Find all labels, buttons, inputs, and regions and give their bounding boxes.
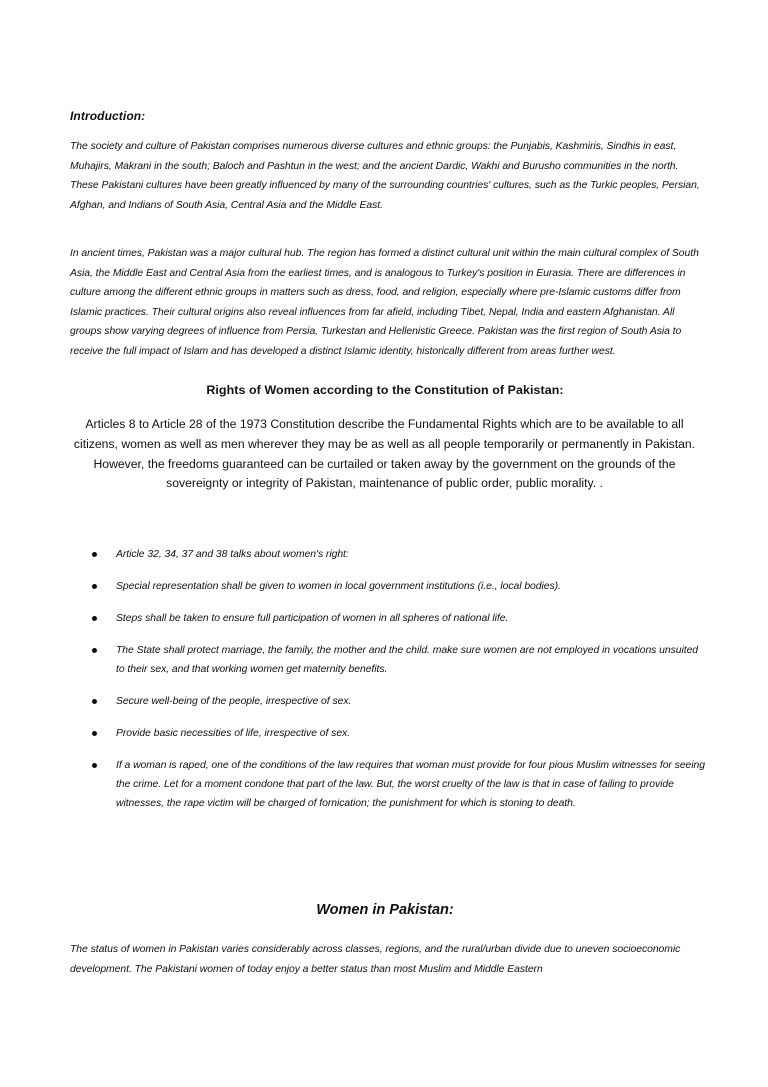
list-item-text: Steps shall be taken to ensure full participation of women in all spheres of national life. (116, 613, 509, 624)
bullet-icon (92, 584, 97, 589)
bullet-icon (92, 699, 97, 704)
list-item (88, 641, 708, 679)
list-item-text: Secure well-being of the people, irrespective of sex. (116, 696, 352, 707)
bullet-icon (92, 731, 97, 736)
list-item (88, 756, 708, 813)
list-item-text: Provide basic necessities of life, irrespective of sex. (116, 728, 351, 739)
bullet-icon (92, 552, 97, 557)
bullet-icon (92, 648, 97, 653)
bullet-icon (92, 616, 97, 621)
list-item-text: The State shall protect marriage, the family, the mother and the child. make sure women are not employed in vocations unsuited to their sex, and that working women get maternity benefits. (116, 645, 699, 675)
women-in-pakistan-heading: Women in Pakistan: (316, 902, 454, 918)
list-item (88, 609, 708, 628)
women-in-pakistan-paragraph: The status of women in Pakistan varies considerably across classes, regions, and the rural/urban divide due to uneven socioeconomic development. The Pakistani women of today enjoy a better status than most Muslim and Middle Eastern (70, 944, 681, 975)
list-item (88, 724, 708, 743)
list-item (88, 692, 708, 711)
introduction-heading: Introduction: (70, 109, 146, 123)
introduction-paragraph-1: The society and culture of Pakistan comprises numerous diverse cultures and ethnic groups: the Punjabis, Kashmiris, Sindhis in east, Muhajirs, Makrani in the south; Baloch and Pashtun in the west; and the ancient Dardic, Wakhi and Burusho communities in the north. These Pakistani cultures have been greatly influenced by many of the surrounding countries' cultures, such as the Turkic peoples, Persian, Afghan, and Indians of South Asia, Central Asia and the Middle East. (70, 141, 700, 211)
bullet-icon (92, 763, 97, 768)
rights-bullet-list (88, 545, 708, 826)
introduction-paragraph-2: In ancient times, Pakistan was a major cultural hub. The region has formed a distinct cultural unit within the main cultural complex of South Asia, the Middle East and Central Asia from the earliest times, and is analogous to Turkey's position in Eurasia. There are differences in culture among the different ethnic groups in matters such as dress, food, and religion, especially where pre-Islamic customs differ from Islamic practices. Their cultural origins also reveal influences from far afield, including Tibet, Nepal, India and eastern Afghanistan. All groups show varying degrees of influence from Persia, Turkestan and Hellenistic Greece. Pakistan was the first region of South Asia to receive the full impact of Islam and has developed a distinct Islamic identity, historically different from areas further west. (70, 248, 699, 357)
list-item-text: Special representation shall be given to women in local government institutions (i.e., local bodies). (116, 581, 561, 592)
list-item (88, 577, 708, 596)
constitution-paragraph: Articles 8 to Article 28 of the 1973 Constitution describe the Fundamental Rights which are to be available to all citizens, women as well as men wherever they may be as well as all people temporarily or permanently in Pakistan. However, the freedoms guaranteed can be curtailed or taken away by the government on the grounds of the sovereignty or integrity of Pakistan, maintenance of public order, public morality. . (73, 417, 696, 491)
list-item-text: Article 32, 34, 37 and 38 talks about women's right: (116, 549, 349, 560)
list-item-text: If a woman is raped, one of the conditions of the law requires that woman must provide for four pious Muslim witnesses for seeing the crime. Let for a moment condone that part of the law. But, the worst cruelty of the law is that in case of failing to provide witnesses, the rape victim will be charged of fornication; the punishment for which is stoning to death. (116, 760, 705, 809)
list-item (88, 545, 708, 564)
rights-heading: Rights of Women according to the Constitution of Pakistan: (206, 383, 564, 397)
